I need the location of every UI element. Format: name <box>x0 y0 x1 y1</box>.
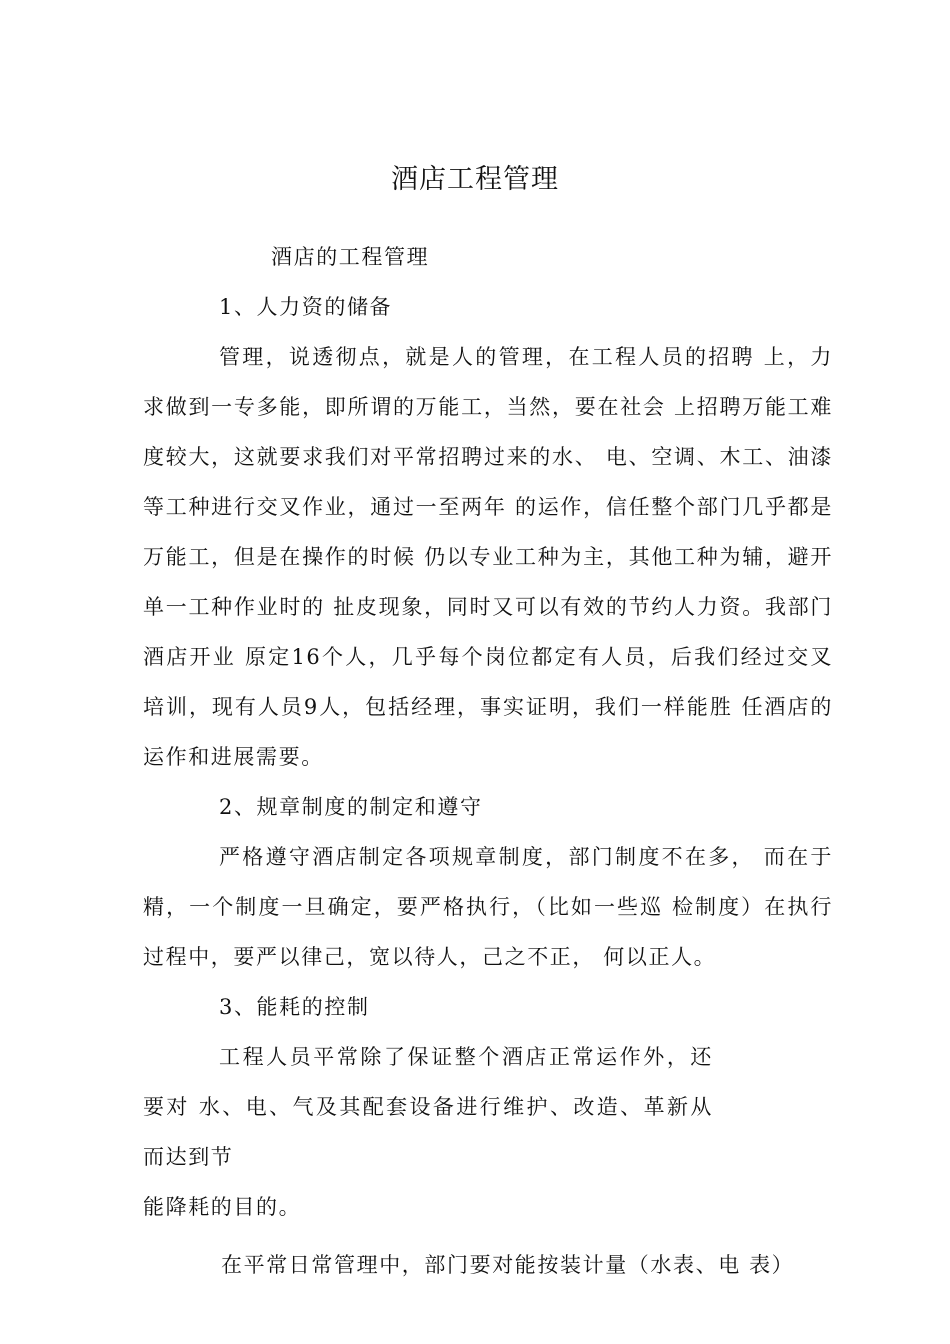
section-paragraph-2: 严格遵守酒店制定各项规章制度，部门制度不在多， 而在于精，一个制度一旦确定，要严格执行，（比如一些巡 检制度）在执行过程中，要严以律己，宽以待人，己之不正， 何以正人。 <box>143 845 833 969</box>
section-heading-3: 3、能耗的控制 <box>219 995 370 1019</box>
document-subtitle: 酒店的工程管理 <box>271 245 430 269</box>
document-body <box>143 232 833 1290</box>
section-paragraph-3: 工程人员平常除了保证整个酒店正常运作外，还要对 水、电、气及其配套设备进行维护、改造、革新从而达到节 <box>143 1045 713 1169</box>
document-title: 酒店工程管理 <box>391 164 559 195</box>
section-heading-1: 1、人力资的储备 <box>219 295 393 319</box>
closing-paragraph: 在平常日常管理中，部门要对能按装计量（水表、电 表） <box>221 1253 795 1277</box>
section-heading-2: 2、规章制度的制定和遵守 <box>219 795 483 819</box>
section-paragraph-1: 管理，说透彻点，就是人的管理，在工程人员的招聘 上，力求做到一专多能，即所谓的万能工，当然，要在社会 上招聘万能工难度较大，这就要求我们对平常招聘过来的水、 电、空调、木工、油漆等工种进行交叉作业，通过一至两年 的运作，信任整个部门几乎都是万能工，但是在操作的时候 仍以专业工种为主，其他工种为辅，避开单一工种作业时的 扯皮现象，同时又可以有效的节约人力资。我部门酒店开业 原定16个人，几乎每个岗位都定有人员，后我们经过交叉 培训，现有人员9人，包括经理，事实证明，我们一样能胜 任酒店的运作和进展需要。 <box>143 345 833 769</box>
section-paragraph-3-continued: 能降耗的目的。 <box>143 1195 302 1219</box>
